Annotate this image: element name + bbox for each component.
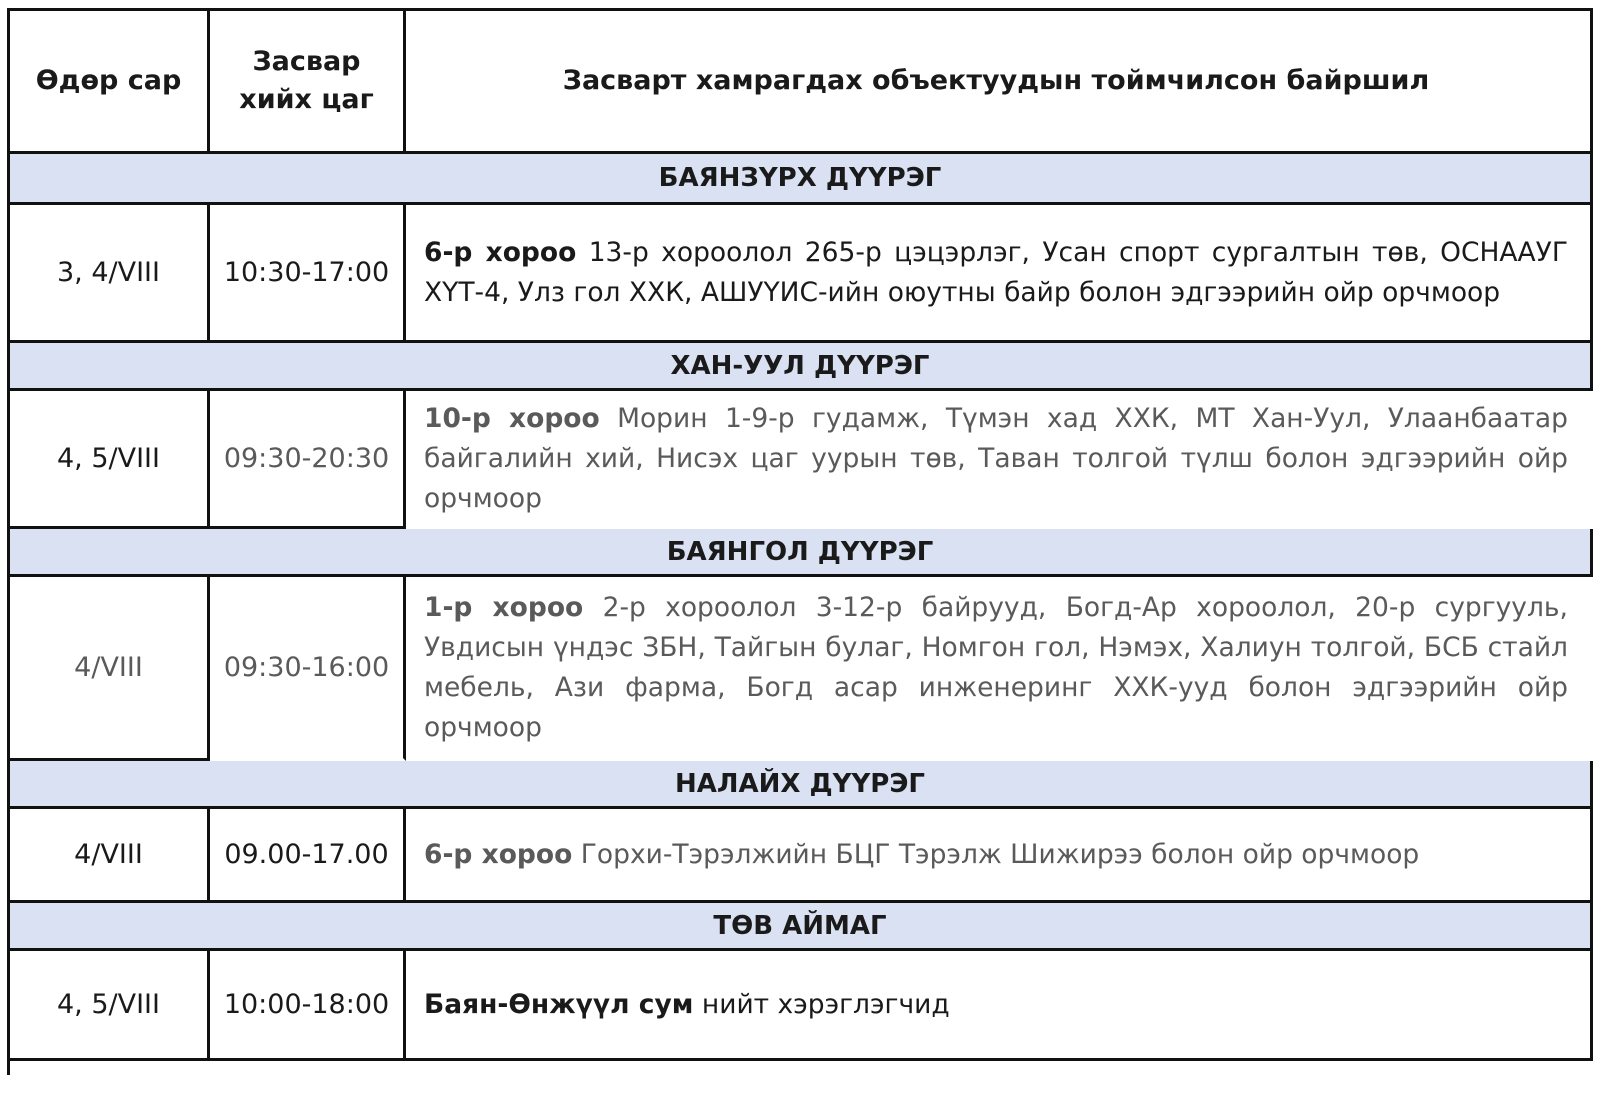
- date-cell: 4/VIII: [10, 809, 210, 903]
- khoroo-label: 6-р хороо: [424, 236, 577, 268]
- date-cell: 4/VIII: [10, 577, 210, 761]
- time-column-header: [210, 11, 406, 154]
- district-band: [10, 903, 1593, 951]
- date-cell: 4, 5/VIII: [10, 951, 210, 1061]
- location-cell: [406, 951, 1593, 1061]
- date-cell: 3, 4/VIII: [10, 205, 210, 343]
- location-cell: [406, 809, 1593, 903]
- district-title: ТӨВ АЙМАГ: [10, 903, 1593, 951]
- table-header-row: [10, 11, 1593, 154]
- location-details: нийт хэрэглэгчид: [701, 988, 950, 1020]
- table-row: [10, 391, 1593, 529]
- location-cell: [406, 391, 1593, 529]
- location-column-header: Засварт хамрагдах объектуудын тоймчилсон байршил: [406, 11, 1593, 154]
- location-details: Морин 1-9-р гудамж, Түмэн хад ХХК, МТ Хан-Уул, Улаанбаатар байгалийн хий, Нисэх цаг уурын төв, Таван толгой түлш болон эдгээрийн ойр орчмоор: [424, 402, 1568, 514]
- district-band: [10, 761, 1593, 809]
- schedule-table: [7, 8, 1593, 1075]
- district-title: НАЛАЙХ ДҮҮРЭГ: [10, 761, 1593, 809]
- table-row: [10, 577, 1593, 761]
- district-title: БАЯНЗҮРХ ДҮҮРЭГ: [10, 154, 1593, 205]
- time-cell: 10:00-18:00: [210, 951, 406, 1061]
- district-band: [10, 343, 1593, 391]
- district-title: БАЯНГОЛ ДҮҮРЭГ: [10, 529, 1593, 577]
- district-band: [10, 154, 1593, 205]
- date-column-header: Өдөр сар: [10, 11, 210, 154]
- khoroo-label: 10-р хороо: [424, 402, 600, 434]
- district-title: ХАН-УУЛ ДҮҮРЭГ: [10, 343, 1593, 391]
- time-cell: 09:30-20:30: [210, 391, 406, 529]
- time-cell: 09:30-16:00: [210, 577, 406, 761]
- khoroo-label: 6-р хороо: [424, 838, 573, 870]
- table-row: [10, 809, 1593, 903]
- location-details: 13-р хороолол 265-р цэцэрлэг, Усан спорт сургалтын төв, ОСНААУГ ХҮТ-4, Улз гол ХХК, АШУҮИС-ийн оюутны байр болон эдгээрийн ойр орчмоор: [424, 236, 1568, 308]
- location-details: Горхи-Тэрэлжийн БЦГ Тэрэлж Шижирээ болон ойр орчмоор: [580, 838, 1420, 870]
- time-cell: 09.00-17.00: [210, 809, 406, 903]
- time-cell: 10:30-17:00: [210, 205, 406, 343]
- district-band: [10, 529, 1593, 577]
- khoroo-label: Баян-Өнжүүл сум: [424, 988, 694, 1020]
- location-cell: [406, 205, 1593, 343]
- khoroo-label: 1-р хороо: [424, 591, 584, 623]
- time-column-header-line2: хийх цаг: [239, 84, 374, 115]
- date-cell: 4, 5/VIII: [10, 391, 210, 529]
- time-column-header-line1: Засвар: [252, 46, 361, 77]
- table-row: [10, 205, 1593, 343]
- location-cell: [406, 577, 1593, 761]
- table-row: [10, 951, 1593, 1061]
- location-details: 2-р хороолол 3-12-р байрууд, Богд-Ар хороолол, 20-р сургууль, Увдисын үндэс ЗБН, Тайгын булаг, Номгон гол, Нэмэх, Халиун толгой, БСБ стайл мебель, Ази фарма, Богд асар инженеринг ХХК-ууд болон эдгээрийн ойр орчмоор: [424, 591, 1568, 743]
